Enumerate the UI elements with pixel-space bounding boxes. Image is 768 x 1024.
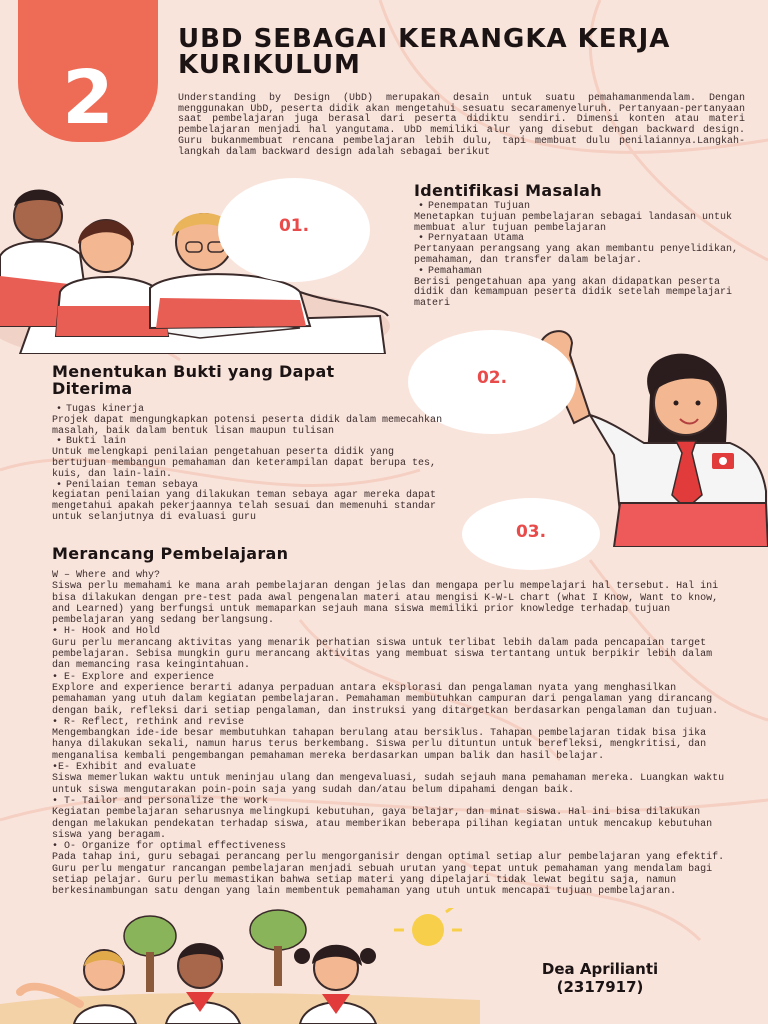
step-label-2: 02. <box>476 368 508 388</box>
whereto-heading: • R- Reflect, rethink and revise <box>52 716 245 728</box>
paragraph: Untuk melengkapi penilaian pengetahuan peserta didik yang bertujuan membangun pemahaman dan keterampilan dapat berupa tes, kuis, dan lain-lain. <box>52 447 437 480</box>
whereto-heading: • T- Tailor and personalize the work <box>52 795 269 807</box>
paragraph: Projek dapat mengungkapkan potensi peserta didik dalam memecahkan masalah, baik dalam bentuk lisan maupun tulisan <box>52 414 443 437</box>
bullet-item: • Pemahaman <box>414 267 744 278</box>
page-title: UBD SEBAGAI KERANGKA KERJA KURIKULUM <box>178 24 671 80</box>
paragraph: Siswa memerlukan waktu untuk meninjau ulang dan mengevaluasi, sudah sejauh mana pemahaman mereka. Luangkan waktu untuk siswa mengutarakan poin-poin saja yang sudah dan/atau belum dipahami dengan baik. <box>52 773 725 796</box>
section-merancang-pembelajaran-title: Merancang Pembelajaran <box>52 544 289 563</box>
paragraph: Pertanyaan perangsang yang akan membantu penyelidikan, pemahaman, dan transfer dalam belajar. <box>414 244 739 266</box>
paragraph: Menetapkan tujuan pembelajaran sebagai landasan untuk membuat alur tujuan pembelajaran <box>414 211 733 234</box>
section-identifikasi-masalah-title: Identifikasi Masalah <box>414 181 602 200</box>
section-merancang-pembelajaran-body <box>52 570 728 898</box>
author-id: (2317917) <box>556 978 644 996</box>
step-circle-1 <box>218 178 370 282</box>
paragraph: Kegiatan pembelajaran seharusnya melingkupi kebutuhan, gaya belajar, dan minat siswa. Hal ini bisa dilakukan dengan melakukan pendekatan terhadap siswa, atau memberikan beberapa pilihan kegiatan untuk mencakup kebutuhan siswa yang beragam. <box>52 807 713 841</box>
paragraph: kegiatan penilaian yang dilakukan teman sebaya agar mereka dapat mengetahui apakah pekerjaannya telah sesuai dan memenuhi standar untuk selanjutnya di evaluasi guru <box>52 490 437 523</box>
step-label-1: 01. <box>278 216 310 236</box>
whereto-heading: • H- Hook and Hold <box>52 626 161 638</box>
section-menentukan-bukti-title: Menentukan Bukti yang Dapat Diterima <box>52 362 335 398</box>
whereto-heading: • E- Explore and experience <box>52 671 215 683</box>
section-identifikasi-masalah-body <box>414 202 744 310</box>
author-name: Dea Aprilianti <box>541 960 659 978</box>
step-number: 2 <box>62 55 114 141</box>
kids-outdoor-illustration <box>0 908 480 1024</box>
paragraph: Pada tahap ini, guru sebagai perancang perlu mengorganisir dengan optimal setiap alur pembelajaran yang efektif. Guru perlu mengatur rancangan pembelajaran menjadi sebuah urutan yang tepat untuk pemahaman yang mendalam bagi setiap pelajar. Guru perlu memastikan bahwa setiap materi yang dipelajari tidak lewat begitu saja, namun berkesinambungan satu dengan yang lain membentuk pemahaman yang utuh untuk mencapai tujuan pembelajaran. <box>52 852 725 898</box>
step-label-3: 03. <box>515 522 547 542</box>
paragraph: Siswa perlu memahami ke mana arah pembelajaran dengan jelas dan mengapa perlu mempelajari hal tersebut. Hal ini bisa dilakukan dengan pre-test pada awal pengenalan materi atau mengisi K-W-L chart (what I Know, Want to know, and Learned) yang berfungsi untuk memaparkan sejauh mana siswa memiliki prior knowledge terhadap tujuan pembelajaran yang sedang berlangsung. <box>52 581 719 627</box>
paragraph: Berisi pengetahuan apa yang akan didapatkan peserta didik dan kemampuan peserta didik setelah mempelajari materi <box>414 276 733 310</box>
paragraph: Explore and experience berarti adanya perpaduan antara eksplorasi dan pengalaman nyata yang menghasilkan pemahaman yang utuh dalam kegiatan pembelajaran. Pemahaman membutuhkan campuran dari pengalaman yang dirancang dengan baik, refleksi dari setiap pengalaman, dan instruksi yang ditargetkan berdasarkan pengalaman dan tujuan. <box>52 682 719 717</box>
bullet-item: • Tugas kinerja <box>52 405 452 416</box>
bullet-item: • Penilaian teman sebaya <box>52 481 452 492</box>
paragraph: Guru perlu merancang aktivitas yang menarik perhatian siswa untuk terlibat lebih dalam pada pencapaian target pembelajaran. Sebisa mungkin guru merancang aktivitas yang membuat siswa tertantang untuk berpikir lebih dalam dan memancing rasa keingintahuan. <box>52 637 713 672</box>
whereto-heading: •E- Exhibit and evaluate <box>52 762 197 774</box>
paragraph: Mengembangkan ide-ide besar membutuhkan tahapan berulang atau bersiklus. Tahapan pembelajaran tidak bisa jika hanya dilakukan sekali, namun harus terus berkembang. Siswa perlu dituntun untuk berefleksi, mengkritisi, dan menganalisa kembali pengembangan pemahaman mereka berdasarkan umpan balik dan hasil belajar. <box>52 728 707 762</box>
intro-paragraph: Understanding by Design (UbD) merupakan desain untuk suatu pemahamanmendalam. Dengan menggunakan UbD, peserta didik akan mengetahui sesuatu secaramenyeluruh. Pertanyaan-pertanyaan saat pembelajaran juga berasal dari peserta didiktu sendiri. Dimensi konten atau materi pembelajaran menjadi hal yangutama. UbD memiliki alur yang disebut dengan backward design. Guru bukanmembuat rencana pembelajaran lebih dulu, tapi membuat dulu penilaiannya.Langkah-langkah dalam backward design adalah sebagai berikut <box>178 93 745 158</box>
section-menentukan-bukti-body <box>52 405 452 524</box>
step-number-badge <box>18 0 158 142</box>
bullet-item: • Pernyataan Utama <box>414 234 744 245</box>
step-circle-3 <box>462 498 600 570</box>
author-block <box>500 960 700 996</box>
bullet-item: • Bukti lain <box>52 437 452 448</box>
whereto-heading: W – Where and why? <box>52 570 161 581</box>
whereto-heading: • O- Organize for optimal effectiveness <box>52 841 287 853</box>
bullet-item: • Penempatan Tujuan <box>414 202 744 213</box>
